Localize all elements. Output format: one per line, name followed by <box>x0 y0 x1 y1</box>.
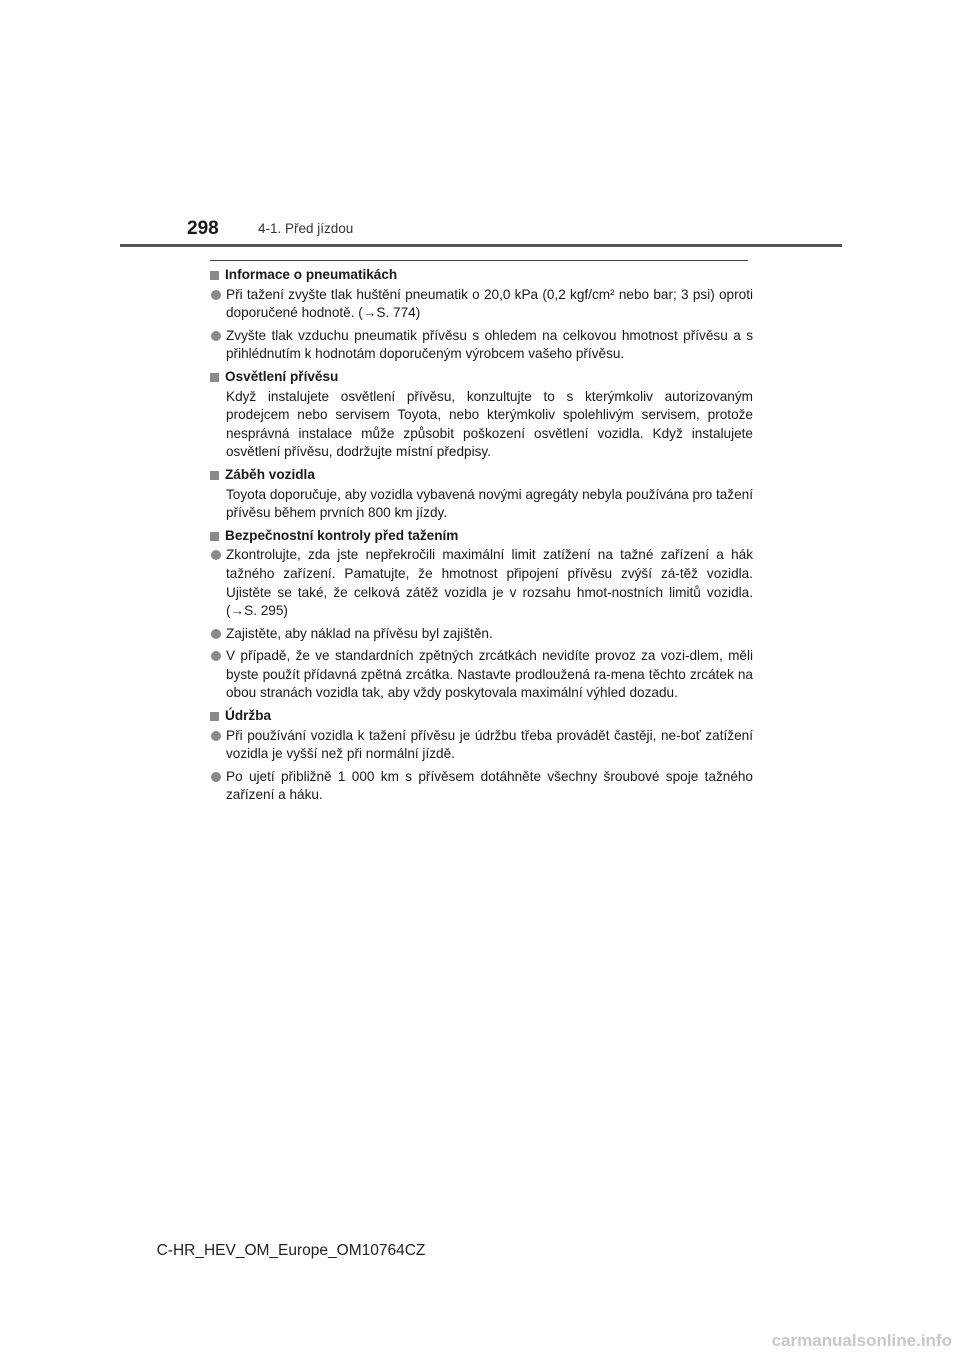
round-bullet-icon <box>210 647 226 665</box>
section-maintenance <box>210 707 753 805</box>
section-safety-checks <box>210 527 753 703</box>
round-bullet-icon <box>210 327 226 345</box>
header-divider <box>120 244 842 247</box>
list-item-text: V případě, že ve standardních zpětných zrcátkách nevidíte provoz za vozi-dlem, měli byste použít přídavná zpětná zrcátka. Nastavte prodloužená ra-mena těchto zrcátek na obou stranách vozidla tak, aby vždy poskytovala maximální výhled dozadu. <box>226 648 753 701</box>
round-bullet-icon <box>210 768 226 786</box>
section-heading <box>210 707 753 726</box>
list-item-text: Zajistěte, aby náklad na přívěsu byl zajištěn. <box>226 625 493 641</box>
section-title: Údržba <box>225 708 272 724</box>
page-number: 298 <box>187 218 219 239</box>
document-id: C-HR_HEV_OM_Europe_OM10764CZ <box>156 1242 426 1259</box>
section-heading <box>210 527 753 546</box>
section-title: Záběh vozidla <box>225 466 315 482</box>
chapter-title: 4-1. Před jízdou <box>258 221 354 236</box>
section-paragraph: Toyota doporučuje, aby vozidla vybavená novými agregáty nebyla používána pro tažení přívěsu během prvních 800 km jízdy. <box>226 486 753 521</box>
section-trailer-lights <box>210 368 753 462</box>
section-heading <box>210 266 753 285</box>
list-item <box>210 647 753 703</box>
list-item-text: Zvyšte tlak vzduchu pneumatik přívěsu s ohledem na celkovou hmotnost přívěsu a s přihlédnutím k hodnotám doporučeným výrobcem vašeho přívěsu. <box>226 327 753 362</box>
footer <box>0 1242 960 1260</box>
list-item <box>210 286 753 323</box>
content-divider <box>210 260 748 261</box>
list-item <box>210 327 753 364</box>
section-title: Informace o pneumatikách <box>225 267 398 282</box>
list-item-text: Při tažení zvyšte tlak huštění pneumatik o 20,0 kPa (0,2 kgf/cm² nebo bar; 3 psi) oproti doporučené hodnotě. (→S. 774) <box>226 286 753 321</box>
square-bullet-icon <box>210 271 219 280</box>
list-item <box>210 768 753 805</box>
square-bullet-icon <box>210 373 219 382</box>
list-item-text: Zkontrolujte, zda jste nepřekročili maximální limit zatížení na tažné zařízení a hák tažného zařízení. Pamatujte, že hmotnost připojení přívěsu zvýší zá-těž vozidla. Ujistěte se také, že celková zátěž vozidla je v rozsahu hmot-nostních limitů vozidla. (→S. 295) <box>226 547 753 619</box>
round-bullet-icon <box>210 625 226 643</box>
section-heading <box>210 368 753 387</box>
list-item-text: Po ujetí přibližně 1 000 km s přívěsem dotáhněte všechny šroubové spoje tažného zařízení a háku. <box>226 768 753 803</box>
list-item <box>210 546 753 620</box>
section-heading <box>210 466 753 485</box>
square-bullet-icon <box>210 471 219 480</box>
section-tire-info <box>210 266 753 364</box>
round-bullet-icon <box>210 286 226 304</box>
section-title: Osvětlení přívěsu <box>225 368 339 384</box>
page-content <box>210 266 753 809</box>
list-item <box>210 727 753 764</box>
square-bullet-icon <box>210 532 219 541</box>
list-item-text: Při používání vozidla k tažení přívěsu je údržbu třeba provádět častěji, ne-boť zatížení vozidla je vyšší než při normální jízdě. <box>226 727 753 762</box>
round-bullet-icon <box>210 546 226 564</box>
section-paragraph: Když instalujete osvětlení přívěsu, konzultujte to s kterýmkoliv autorizovaným prodejcem nebo servisem Toyota, nebo kterýmkoliv spolehlivým servisem, protože nesprávná instalace může způsobit poškození osvětlení vozidla. Když instalujete osvětlení přívěsu, dodržujte místní předpisy. <box>226 388 753 460</box>
watermark: carmanualsonline.info <box>771 1331 952 1350</box>
round-bullet-icon <box>210 727 226 745</box>
section-title: Bezpečnostní kontroly před tažením <box>225 527 459 543</box>
square-bullet-icon <box>210 712 219 721</box>
list-item <box>210 625 753 644</box>
section-break-in <box>210 466 753 523</box>
